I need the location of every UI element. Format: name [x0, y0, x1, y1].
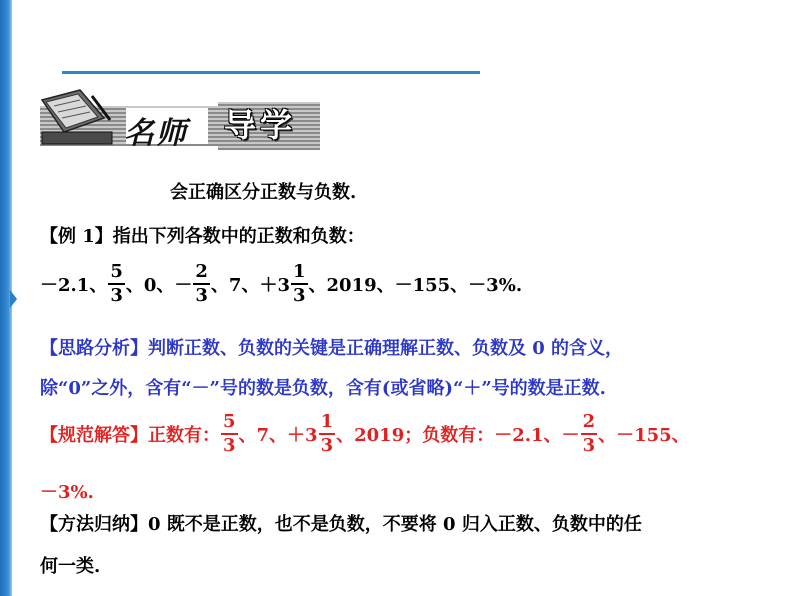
fraction — [581, 413, 598, 455]
example-question-line — [40, 222, 365, 248]
number-text: －2.1、 — [40, 275, 108, 296]
analysis-text-2: 除“0”之外，含有“－”号的数是负数，含有(或省略)“＋”号的数是正数. — [40, 378, 606, 399]
answer-text: 、－155、 — [598, 425, 690, 446]
analysis-line-1 — [40, 334, 623, 360]
number-text: 、0、－ — [125, 275, 193, 296]
fraction-denominator: 3 — [195, 285, 208, 306]
answer-text: －2.1、－ — [494, 425, 580, 446]
fraction-denominator: 3 — [110, 285, 123, 306]
fraction — [291, 263, 308, 305]
example-numbers — [40, 262, 522, 306]
fraction — [319, 413, 336, 455]
fraction-denominator: 3 — [223, 435, 236, 456]
answer-line-2: －3%. — [40, 482, 94, 503]
fraction-numerator: 2 — [193, 263, 210, 285]
answer-line-1 — [40, 412, 690, 456]
method-line-1 — [40, 510, 642, 536]
method-tag: 【方法归纳】 — [40, 514, 148, 535]
fraction-denominator: 3 — [582, 435, 596, 456]
negative-label: 负数有： — [422, 425, 495, 446]
fraction-denominator: 3 — [292, 285, 306, 306]
banner-title-guide: 导学 — [224, 106, 297, 144]
method-text-2: 何一类. — [40, 556, 101, 577]
fraction — [108, 263, 125, 305]
fraction-numerator: 2 — [581, 413, 598, 435]
answer-text: 、7、＋3 — [238, 425, 318, 446]
example-question: 指出下列各数中的正数和负数： — [112, 226, 365, 247]
fraction-numerator: 5 — [108, 263, 125, 285]
fraction — [221, 413, 238, 455]
example-tag: 【例 1】 — [40, 226, 113, 247]
method-text-1: 0 既不是正数，也不是负数，不要将 0 归入正数、负数中的任 — [148, 514, 642, 535]
number-text: 、2019、－155、－3%. — [308, 275, 523, 296]
banner-title-teacher: 名师 — [124, 116, 188, 151]
fraction — [193, 263, 210, 305]
analysis-text-1: 判断正数、负数的关键是正确理解正数、负数及 0 的含义， — [148, 338, 624, 359]
fraction-numerator: 1 — [319, 413, 336, 435]
answer-tag: 【规范解答】 — [40, 425, 148, 446]
fraction-denominator: 3 — [320, 435, 334, 456]
number-text: 、7、＋3 — [210, 275, 290, 296]
answer-text: 、2019； — [336, 425, 423, 446]
fraction-numerator: 1 — [291, 263, 308, 285]
top-divider — [62, 71, 480, 74]
intro-text: 会正确区分正数与负数. — [170, 182, 357, 203]
positive-label: 正数有： — [148, 425, 220, 446]
left-arrow-icon — [10, 290, 17, 308]
analysis-tag: 【思路分析】 — [40, 338, 148, 359]
fraction-numerator: 5 — [221, 413, 238, 435]
